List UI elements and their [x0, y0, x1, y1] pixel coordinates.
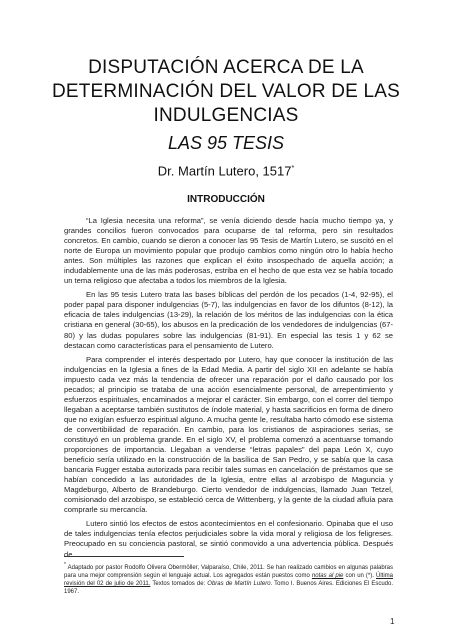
- paragraph-1: “La Iglesia necesita una reforma”, se venía diciendo desde hacía mucho tiempo ya, y grandes concilios fueron convocados para ocuparse de tal reforma, pero sin resultados concretos. En cambio, cuando se dieron a conocer las 95 Tesis de Martín Lutero, se suscitó en el norte de Europa un movimiento popular que produjo cambios como ningún otro lo había hecho antes. Son múltiples las razones que explican el éxito insospechado de aquella acción; a indudablemente una de las más poderosas, estriba en el hecho de que esta vez se había tocado un tema religioso que afectaba a todos los miembros de la Iglesia.: [64, 216, 393, 286]
- subtitle-text: LAS 95 TESIS: [167, 133, 285, 153]
- paragraph-2: En las 95 tesis Lutero trata las bases bíblicas del perdón de los pecados (1-4, 92-95), el poder papal para disponer indulgencias (5-7), las indulgencias en favor de los difuntos (8-12), la eficacia de tales indulgencias (13-29), la relación de los méritos de las indulgencias con la ética cristiana en general (30-65), los abusos en la predicación de los vendedores de indulgencias (67-80) y las dudas populares sobre las indulgencias (81-91). En especial las tesis 1 y 62 se destacan como características para el pensamiento de Lutero.: [64, 290, 393, 350]
- footnote-text-3: Textos tomados de:: [150, 581, 208, 587]
- author-name: Dr. Martín Lutero, 1517: [157, 163, 292, 179]
- page-number: 1: [390, 617, 395, 626]
- footnote-obras: Obras de Martín Lutero: [207, 581, 271, 587]
- footnote-text-2: con un (*).: [343, 573, 376, 579]
- body-text: [64, 216, 393, 564]
- footnote-mark: *: [64, 562, 66, 568]
- document-title: [40, 56, 412, 128]
- footnote-text-4: . Tomo I. Buenos Aires. Ediciones El Escudo. 1967.: [64, 581, 393, 595]
- footnote-revision: Última revisión del 02 de julio de 2011.: [64, 573, 394, 587]
- author-line: [40, 161, 412, 179]
- paragraph-4: Lutero sintió los efectos de estos acontecimientos en el confesionario. Opinaba que el uso de tales indulgencias tenía efectos perjudiciales sobre la vida moral y religiosa de los feligreses. Preocupado en su conciencia pastoral, se sintió conmovido a una advertencia pública. Después de: [64, 519, 393, 559]
- footnote-notas-al-pie: notas al pie: [311, 573, 344, 579]
- title-line-3: INDULGENCIAS: [153, 105, 299, 126]
- footnote-divider: [64, 556, 184, 557]
- footnote-text-1: Adaptado por pastor Rodolfo Olivera Obermöller, Valparaíso, Chile, 2011. Se han realizado cambios en algunas palabras para una mejor comprensión según el lenguaje actual. Los agregados están puestos como: [64, 565, 393, 579]
- author-footnote-mark[interactable]: *: [291, 165, 295, 172]
- footnote: [64, 561, 393, 596]
- title-line-1: DISPUTACIÓN ACERCA DE LA: [88, 57, 364, 78]
- section-heading: INTRODUCCIÓN: [187, 194, 265, 205]
- paragraph-3: Para comprender el interés despertado por Lutero, hay que conocer la institución de las indulgencias en la Iglesia a fines de la Edad Media. A partir del siglo XII en adelante se había impuesto cada vez más la tendencia de ofrecer una reparación por el daño causado por los pecados; al principio se trataba de una acción esencialmente personal, de arrepentimiento y esfuerzos espirituales, encaminados a mejorar el carácter. Sin embargo, con el correr del tiempo llegaban a aceptarse también sustitutos de índole material, y hasta sacrificios en forma de dinero que no exigían esfuerzo espiritual alguno. A mucha gente le, resultaba harto cómodo ese sistema de convertibilidad de reparación. En cambio, para los cristianos de aspiraciones serias, se constituyó en un problema grande. En el siglo XV, el problema comenzó a acentuarse tomando proporciones de importancia. Llegaban a venderse “letras papales” del papa León X, cuyo beneficio sería utilizado en la construcción de la basílica de San Pedro, y se sabía que la casa bancaria Fugger estaba autorizada para recibir tales sumas en cancelación de préstamos que se habían concedido a las autoridades de la Iglesia, entre ellas al arzobispo de Maguncia y Magdeburgo, Alberto de Brandeburgo. Cierto vendedor de indulgencias, llamado Juan Tetzel, comisionado del arzobispo, se estableció cerca de Wittenberg, y la gente de la ciudad afluía para comprarle su mercancía.: [64, 354, 393, 515]
- document-subtitle: [40, 133, 412, 153]
- title-line-2: DETERMINACIÓN DEL VALOR DE LAS: [51, 81, 401, 102]
